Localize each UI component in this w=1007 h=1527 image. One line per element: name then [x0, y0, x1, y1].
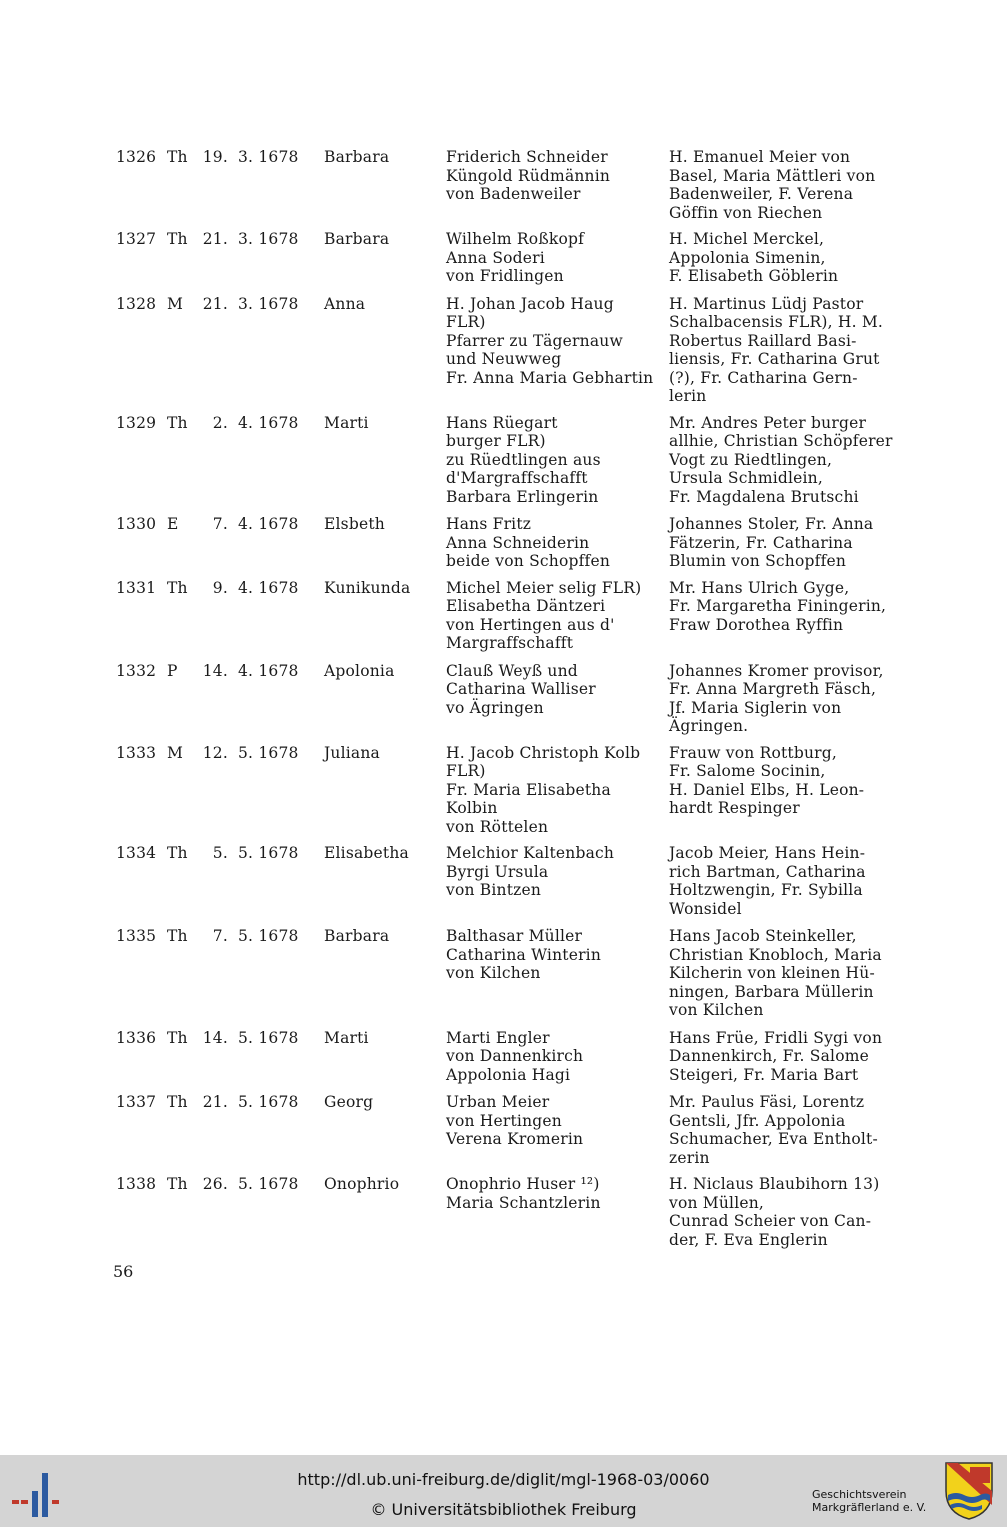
permalink-url[interactable]: http://dl.ub.uni-freiburg.de/diglit/mgl-1968-03/0060 [297, 1470, 710, 1489]
parent-line: von Hertingen aus d' [446, 615, 615, 634]
parents-cell [446, 927, 601, 983]
parent-line: von Hertingen [446, 1111, 562, 1130]
godparents-cell [669, 295, 883, 406]
godparent-line: Fraw Dorothea Ryffin [669, 615, 844, 634]
entry-weekday: M [167, 743, 184, 762]
parent-line: von Röttelen [446, 817, 549, 836]
child-name: Onophrio [324, 1175, 400, 1193]
entry-date: 3. 1678 [238, 148, 299, 166]
godparents-cell [669, 1029, 882, 1085]
godparent-line: Kilcherin von kleinen Hü- [669, 964, 875, 982]
godparent-line: Hans Früe, Fridli Sygi von [669, 1028, 883, 1047]
parents-cell [446, 1093, 583, 1149]
entry-weekday: Th [167, 1175, 188, 1193]
godparent-line: Göffin von Riechen [669, 203, 823, 222]
entry-day: 7. [212, 927, 228, 945]
entry-day: 14. [202, 1028, 228, 1047]
parents-cell [446, 148, 610, 204]
entry-number: 1329 [116, 413, 157, 432]
godparents-cell [669, 744, 864, 818]
register-entry [112, 1175, 902, 1249]
godparents-cell [669, 515, 873, 571]
godparent-line: hardt Respinger [669, 799, 800, 817]
parent-line: Maria Schantzlerin [446, 1193, 601, 1212]
society-name [812, 1488, 926, 1514]
child-name: Anna [324, 294, 366, 313]
godparent-line: Wonsidel [669, 899, 742, 918]
parent-line: Margraffschafft [446, 634, 574, 652]
parent-line: Friderich Schneider [446, 148, 608, 166]
entry-day: 7. [212, 515, 228, 533]
godparent-line: Robertus Raillard Basi- [669, 331, 857, 350]
parent-line: Urban Meier [446, 1093, 550, 1111]
register-entry [112, 1029, 902, 1085]
entry-weekday: Th [167, 1093, 188, 1111]
parents-cell [446, 844, 614, 900]
entry-number: 1333 [116, 743, 157, 762]
entry-date: 5. 1678 [238, 1093, 299, 1111]
godparent-line: Mr. Hans Ulrich Gyge, [669, 578, 850, 597]
godparent-line: Johannes Stoler, Fr. Anna [669, 515, 874, 533]
entry-date: 3. 1678 [238, 294, 299, 313]
register-entry [112, 844, 902, 918]
parent-line: Onophrio Huser ¹²) [446, 1175, 600, 1193]
parents-cell [446, 1029, 583, 1085]
entry-date: 5. 1678 [238, 844, 299, 862]
godparent-line: H. Daniel Elbs, H. Leon- [669, 780, 865, 799]
parents-cell [446, 515, 610, 571]
godparent-line: Mr. Andres Peter burger [669, 413, 867, 432]
entry-date: 4. 1678 [238, 515, 299, 533]
copyright-notice: © Universitätsbibliothek Freiburg [370, 1500, 637, 1519]
godparent-line: Schalbacensis FLR), H. M. [669, 313, 884, 331]
parent-line: von Bintzen [446, 881, 542, 899]
parent-line: Marti Engler [446, 1028, 550, 1047]
register-entry [112, 515, 902, 571]
entry-date: 5. 1678 [238, 1175, 299, 1193]
godparent-line: Schumacher, Eva Entholt- [669, 1130, 878, 1148]
godparents-cell [669, 844, 866, 918]
entry-weekday: M [167, 294, 184, 313]
parent-line: Hans Fritz [446, 515, 532, 533]
godparent-line: Appolonia Simenin, [669, 248, 826, 267]
entry-number: 1326 [116, 148, 157, 166]
entry-number: 1338 [116, 1175, 157, 1193]
register-entry [112, 295, 902, 406]
parent-line: H. Jacob Christoph Kolb [446, 743, 641, 762]
parent-line: Byrgi Ursula [446, 862, 549, 881]
parent-line: Wilhelm Roßkopf [446, 230, 585, 248]
entry-day: 5. [212, 844, 228, 862]
godparent-line: ningen, Barbara Müllerin [669, 982, 874, 1001]
godparent-line: Fr. Magdalena Brutschi [669, 487, 859, 506]
godparent-line: Jf. Maria Siglerin von [669, 698, 842, 717]
parent-line: Fr. Anna Maria Gebhartin [446, 368, 654, 387]
godparent-line: Johannes Kromer provisor, [669, 661, 884, 680]
godparents-cell [669, 230, 838, 286]
parent-line: H. Johan Jacob Haug [446, 294, 614, 313]
entry-day: 14. [202, 661, 228, 680]
child-name: Juliana [324, 743, 380, 762]
entry-day: 21. [202, 294, 228, 313]
godparent-line: Fr. Salome Socinin, [669, 762, 826, 780]
godparent-line: zerin [669, 1148, 710, 1167]
parent-line: Fr. Maria Elisabetha [446, 780, 611, 799]
child-name: Elsbeth [324, 515, 385, 533]
godparent-line: Holtzwengin, Fr. Sybilla [669, 881, 863, 899]
child-name: Barbara [324, 230, 390, 248]
parent-line: Hans Rüegart [446, 413, 558, 432]
entry-date: 5. 1678 [238, 1028, 299, 1047]
entry-date: 4. 1678 [238, 413, 299, 432]
child-name: Barbara [324, 927, 390, 945]
godparent-line: F. Elisabeth Göblerin [669, 267, 839, 285]
entry-number: 1330 [116, 515, 157, 533]
entry-number: 1332 [116, 661, 157, 680]
page-number: 56 [113, 1262, 134, 1281]
godparent-line: H. Emanuel Meier von [669, 148, 851, 166]
parent-line: Catharina Winterin [446, 945, 602, 964]
parent-line: von Badenweiler [446, 185, 581, 203]
register-entry [112, 414, 902, 507]
entry-day: 2. [212, 413, 228, 432]
parent-line: Appolonia Hagi [446, 1065, 571, 1084]
parent-line: von Fridlingen [446, 267, 564, 285]
register-entry [112, 927, 902, 1020]
godparent-line: Mr. Paulus Fäsi, Lorentz [669, 1093, 865, 1111]
godparent-line: Hans Jacob Steinkeller, [669, 927, 857, 945]
godparent-line: Gentsli, Jfr. Appolonia [669, 1111, 846, 1130]
godparents-cell [669, 1093, 878, 1167]
parent-line: von Dannenkirch [446, 1047, 584, 1065]
register-entry [112, 579, 902, 653]
parents-cell [446, 579, 641, 653]
entry-day: 12. [202, 743, 228, 762]
godparent-line: Ägringen. [669, 717, 749, 735]
godparent-line: Fr. Anna Margreth Fäsch, [669, 680, 877, 698]
parent-line: zu Rüedtlingen aus [446, 450, 601, 469]
parent-line: Verena Kromerin [446, 1130, 584, 1148]
entry-weekday: P [167, 661, 178, 680]
godparents-cell [669, 927, 882, 1020]
baptism-register [112, 148, 902, 1257]
society-line-1: Geschichtsverein [812, 1488, 907, 1501]
parent-line: Catharina Walliser [446, 680, 596, 698]
entry-date: 5. 1678 [238, 927, 299, 945]
parents-cell [446, 662, 596, 718]
parent-line: FLR) [446, 313, 486, 331]
godparent-line: Blumin von Schopffen [669, 552, 847, 570]
parents-cell [446, 295, 653, 388]
godparents-cell [669, 1175, 880, 1249]
godparent-line: von Müllen, [669, 1193, 765, 1212]
godparent-line: Fätzerin, Fr. Catharina [669, 533, 853, 552]
godparent-line: Steigeri, Fr. Maria Bart [669, 1065, 859, 1084]
child-name: Marti [324, 1028, 369, 1047]
godparent-line: H. Niclaus Blaubihorn 13) [669, 1175, 880, 1193]
parent-line: Küngold Rüdmännin [446, 166, 611, 185]
godparent-line: Badenweiler, F. Verena [669, 185, 854, 203]
register-entry [112, 1093, 902, 1167]
godparents-cell [669, 414, 893, 507]
entry-number: 1331 [116, 578, 157, 597]
entry-number: 1334 [116, 844, 157, 862]
parents-cell [446, 744, 640, 837]
parent-line: und Neuwweg [446, 350, 562, 368]
register-entry [112, 662, 902, 736]
parent-line: Barbara Erlingerin [446, 487, 599, 506]
parents-cell [446, 1175, 601, 1212]
entry-weekday: Th [167, 230, 188, 248]
child-name: Georg [324, 1093, 374, 1111]
entry-weekday: E [167, 515, 179, 533]
parent-line: d'Margraffschafft [446, 469, 588, 487]
parent-line: FLR) [446, 762, 486, 780]
godparent-line: Dannenkirch, Fr. Salome [669, 1047, 869, 1065]
entry-number: 1336 [116, 1028, 157, 1047]
godparent-line: Jacob Meier, Hans Hein- [669, 844, 866, 862]
parent-line: Pfarrer zu Tägernauw [446, 331, 623, 350]
parent-line: Elisabetha Däntzeri [446, 597, 606, 615]
entry-date: 4. 1678 [238, 578, 299, 597]
godparent-line: Fr. Margaretha Finingerin, [669, 597, 887, 615]
godparent-line: Frauw von Rottburg, [669, 743, 838, 762]
entry-date: 4. 1678 [238, 661, 299, 680]
entry-number: 1327 [116, 230, 157, 248]
entry-date: 3. 1678 [238, 230, 299, 248]
parent-line: Melchior Kaltenbach [446, 844, 615, 862]
godparents-cell [669, 148, 875, 222]
entry-weekday: Th [167, 844, 188, 862]
entry-weekday: Th [167, 1028, 188, 1047]
godparent-line: rich Bartman, Catharina [669, 862, 866, 881]
entry-number: 1335 [116, 927, 157, 945]
parent-line: burger FLR) [446, 432, 546, 450]
child-name: Kunikunda [324, 578, 411, 597]
parent-line: beide von Schopffen [446, 552, 611, 570]
entry-weekday: Th [167, 148, 188, 166]
godparent-line: Basel, Maria Mättleri von [669, 166, 876, 185]
entry-day: 21. [202, 230, 228, 248]
entry-day: 21. [202, 1093, 228, 1111]
godparent-line: Vogt zu Riedtlingen, [669, 450, 833, 469]
entry-weekday: Th [167, 578, 188, 597]
godparent-line: H. Martinus Lüdj Pastor [669, 294, 864, 313]
child-name: Marti [324, 413, 369, 432]
parent-line: von Kilchen [446, 964, 541, 982]
godparent-line: von Kilchen [669, 1001, 764, 1019]
society-line-2: Markgräflerland e. V. [812, 1501, 927, 1514]
entry-number: 1337 [116, 1093, 157, 1111]
child-name: Elisabetha [324, 844, 409, 862]
godparent-line: Cunrad Scheier von Can- [669, 1212, 872, 1230]
entry-day: 9. [212, 578, 228, 597]
godparent-line: H. Michel Merckel, [669, 230, 825, 248]
entry-weekday: Th [167, 413, 188, 432]
godparents-cell [669, 662, 884, 736]
register-entry [112, 744, 902, 837]
godparent-line: lerin [669, 387, 707, 405]
viewer-footer [0, 1455, 1007, 1527]
godparents-cell [669, 579, 886, 635]
parent-line: Balthasar Müller [446, 927, 583, 945]
register-entry [112, 230, 902, 286]
register-entry [112, 148, 902, 222]
child-name: Barbara [324, 148, 390, 166]
parent-line: Anna Soderi [446, 248, 545, 267]
parents-cell [446, 230, 584, 286]
entry-number: 1328 [116, 294, 157, 313]
godparent-line: Ursula Schmidlein, [669, 469, 823, 487]
godparent-line: liensis, Fr. Catharina Grut [669, 350, 880, 368]
entry-day: 26. [202, 1175, 228, 1193]
godparent-line: allhie, Christian Schöpferer [669, 432, 893, 450]
parents-cell [446, 414, 601, 507]
entry-date: 5. 1678 [238, 743, 299, 762]
child-name: Apolonia [324, 661, 395, 680]
parent-line: Michel Meier selig FLR) [446, 578, 642, 597]
coat-of-arms-icon [944, 1461, 994, 1521]
parent-line: Kolbin [446, 799, 498, 817]
entry-weekday: Th [167, 927, 188, 945]
parent-line: Clauß Weyß und [446, 661, 578, 680]
parent-line: vo Ägringen [446, 698, 544, 717]
entry-day: 19. [202, 148, 228, 166]
godparent-line: Christian Knobloch, Maria [669, 945, 882, 964]
godparent-line: (?), Fr. Catharina Gern- [669, 368, 858, 387]
parent-line: Anna Schneiderin [446, 533, 590, 552]
godparent-line: der, F. Eva Englerin [669, 1230, 828, 1249]
